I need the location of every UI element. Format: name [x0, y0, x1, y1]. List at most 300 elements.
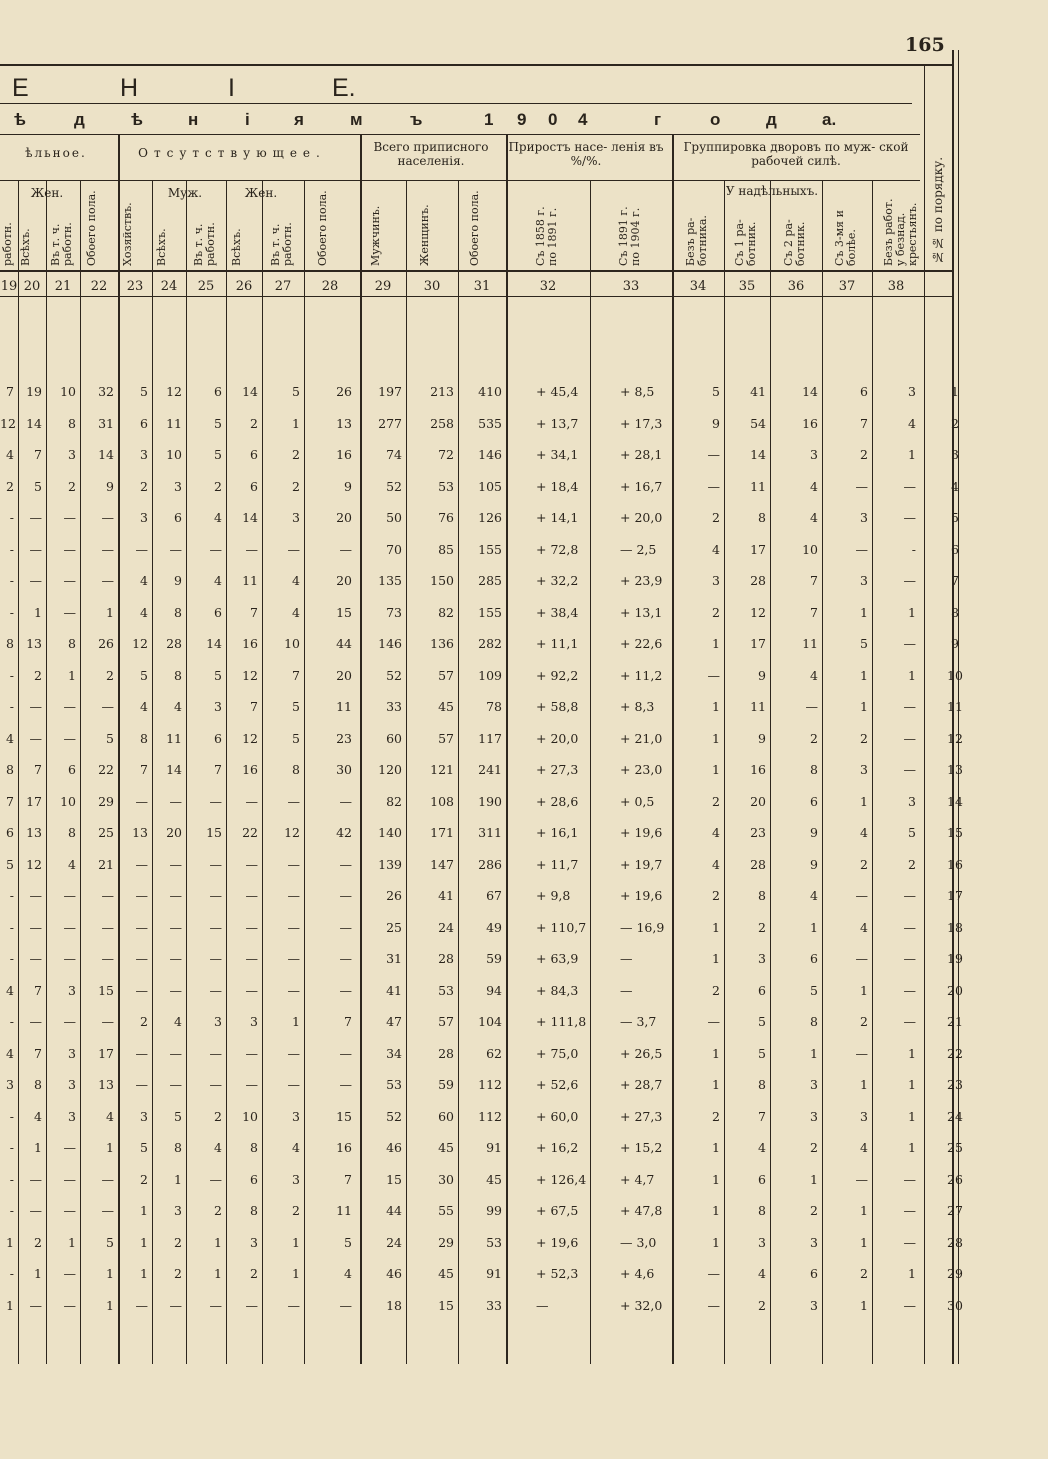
- table-cell: 33: [386, 699, 402, 714]
- table-cell: 47: [386, 1014, 402, 1029]
- table-cell: 10: [242, 1108, 258, 1124]
- table-cell: 146: [378, 636, 402, 651]
- table-cell: 6: [250, 447, 258, 462]
- table-cell: 8: [34, 1077, 42, 1092]
- table-cell: 5: [712, 384, 720, 399]
- table-cell: —: [903, 699, 916, 714]
- table-cell: 31: [98, 415, 114, 431]
- table-cell: 120: [378, 762, 402, 777]
- table-cell: 5: [140, 1140, 148, 1155]
- table-cell: 8: [174, 604, 182, 620]
- table-cell: 2: [712, 1108, 720, 1124]
- table-cell: 1: [712, 699, 720, 714]
- column-number: 38: [887, 279, 905, 294]
- table-cell: —: [707, 478, 720, 494]
- table-cell: 3: [6, 1077, 14, 1092]
- table-cell: 5: [292, 384, 300, 399]
- table-cell: + 92,2: [536, 667, 579, 683]
- row-number: 29: [947, 1266, 963, 1281]
- table-cell: + 16,1: [536, 825, 579, 840]
- table-cell: 12: [132, 636, 148, 651]
- table-cell: 190: [478, 793, 502, 809]
- table-cell: 3: [810, 1077, 818, 1092]
- table-cell: —: [63, 1297, 76, 1313]
- table-cell: 15: [336, 604, 352, 620]
- table-cell: + 22,6: [620, 636, 663, 651]
- table-cell: —: [209, 982, 222, 998]
- table-cell: 26: [98, 636, 114, 651]
- table-cell: 14: [242, 510, 258, 525]
- table-cell: 8: [292, 762, 300, 777]
- table-cell: —: [855, 951, 868, 966]
- table-cell: —: [135, 982, 148, 998]
- table-cell: —: [169, 1045, 182, 1061]
- total-group-header: Всего приписного населенія.: [373, 140, 489, 168]
- table-cell: 3: [810, 447, 818, 462]
- table-cell: —: [135, 919, 148, 935]
- table-cell: —: [63, 699, 76, 714]
- table-cell: 1: [860, 1297, 868, 1313]
- table-cell: —: [339, 541, 352, 557]
- table-cell: 4: [174, 699, 182, 714]
- table-cell: —: [101, 510, 114, 525]
- table-cell: — 2,5: [620, 541, 657, 557]
- table-cell: —: [169, 1077, 182, 1092]
- table-cell: 8: [174, 667, 182, 683]
- table-cell: + 19,7: [620, 856, 663, 872]
- table-cell: 4: [6, 447, 14, 462]
- table-cell: 155: [478, 541, 502, 557]
- row-number: 16: [947, 856, 963, 872]
- table-cell: —: [169, 951, 182, 966]
- table-cell: 6: [6, 825, 14, 840]
- table-cell: —: [101, 951, 114, 966]
- table-cell: —: [135, 541, 148, 557]
- absent-group-header: Отсутствующее.: [138, 146, 326, 160]
- table-cell: 2: [712, 982, 720, 998]
- table-cell: 22: [98, 762, 114, 777]
- table-cell: 2: [860, 856, 868, 872]
- column-header: Обоего пола.: [316, 190, 329, 266]
- table-cell: + 47,8: [620, 1203, 663, 1218]
- table-cell: —: [287, 951, 300, 966]
- table-cell: 7: [214, 762, 222, 777]
- column-header: Всѣхъ.: [19, 228, 32, 266]
- table-cell: + 11,2: [620, 667, 663, 683]
- table-cell: 5: [140, 384, 148, 399]
- table-cell: —: [209, 1171, 222, 1187]
- row-number: 10: [947, 667, 963, 683]
- table-cell: 8: [758, 888, 766, 903]
- table-cell: 16: [750, 762, 766, 777]
- title-letter: Н: [120, 74, 139, 102]
- row-number: 1: [951, 384, 959, 399]
- table-cell: 5: [106, 730, 114, 746]
- table-cell: 6: [214, 384, 222, 399]
- table-cell: —: [707, 447, 720, 462]
- title-letter: Е.: [332, 74, 356, 102]
- table-cell: 1: [810, 919, 818, 935]
- table-cell: 25: [98, 825, 114, 840]
- table-cell: 6: [250, 1171, 258, 1187]
- table-cell: —: [245, 1297, 258, 1313]
- table-cell: 13: [26, 825, 42, 840]
- table-cell: 6: [214, 730, 222, 746]
- table-cell: —: [903, 1203, 916, 1218]
- table-cell: —: [287, 919, 300, 935]
- table-cell: 112: [478, 1077, 502, 1092]
- table-cell: —: [63, 1171, 76, 1187]
- table-cell: 8: [250, 1203, 258, 1218]
- table-cell: 1: [106, 1266, 114, 1281]
- table-cell: —: [101, 1203, 114, 1218]
- column-number: 24: [160, 279, 178, 294]
- table-cell: -: [9, 1171, 14, 1187]
- table-cell: —: [855, 888, 868, 903]
- table-cell: 3: [908, 384, 916, 399]
- table-cell: —: [245, 856, 258, 872]
- table-cell: + 11,7: [536, 856, 579, 872]
- table-cell: 7: [140, 762, 148, 777]
- table-cell: + 18,4: [536, 478, 579, 494]
- table-cell: —: [903, 888, 916, 903]
- rule: [0, 296, 952, 297]
- table-cell: 1: [810, 1045, 818, 1061]
- table-cell: —: [903, 573, 916, 588]
- table-cell: -: [9, 699, 14, 714]
- table-cell: 28: [438, 951, 454, 966]
- row-number: 18: [947, 919, 963, 935]
- row-number: 9: [951, 636, 959, 651]
- table-cell: —: [29, 699, 42, 714]
- table-cell: 1: [292, 415, 300, 431]
- column-number: 19: [0, 279, 18, 294]
- column-number: 36: [787, 279, 805, 294]
- table-cell: 7: [250, 699, 258, 714]
- table-cell: + 38,4: [536, 604, 579, 620]
- table-cell: 3: [292, 1108, 300, 1124]
- table-cell: 25: [386, 919, 402, 935]
- table-cell: 7: [34, 982, 42, 998]
- table-cell: 11: [166, 415, 182, 431]
- rule: [0, 180, 920, 181]
- row-number: 24: [947, 1108, 963, 1124]
- table-cell: 11: [166, 730, 182, 746]
- row-number: 8: [951, 604, 959, 620]
- table-cell: 16: [802, 415, 818, 431]
- table-cell: —: [536, 1297, 549, 1313]
- table-cell: —: [245, 951, 258, 966]
- table-cell: 311: [478, 825, 502, 840]
- table-cell: 4: [758, 1140, 766, 1155]
- table-cell: 1: [106, 604, 114, 620]
- column-header: работн.: [1, 222, 14, 266]
- table-cell: 2: [860, 447, 868, 462]
- table-cell: + 4,7: [620, 1171, 655, 1187]
- table-cell: 1: [140, 1234, 148, 1250]
- table-cell: 52: [386, 478, 402, 494]
- table-cell: —: [855, 1171, 868, 1187]
- page-number: 165: [905, 34, 945, 56]
- table-cell: 2: [140, 1171, 148, 1187]
- title-letter: д: [74, 110, 85, 129]
- table-cell: 16: [242, 636, 258, 651]
- column-header: Всѣхъ.: [155, 228, 168, 266]
- table-cell: —: [339, 1045, 352, 1061]
- table-cell: 1: [860, 667, 868, 683]
- table-cell: 22: [242, 825, 258, 840]
- table-cell: 1: [68, 667, 76, 683]
- table-cell: 2: [758, 919, 766, 935]
- title-letter: г: [654, 110, 662, 129]
- row-number: 22: [947, 1045, 963, 1061]
- table-cell: 23: [750, 825, 766, 840]
- column-header: Съ 1891 г. по 1904 г.: [617, 206, 642, 266]
- table-cell: 33: [486, 1297, 502, 1313]
- table-cell: 3: [214, 1014, 222, 1029]
- table-cell: 17: [750, 636, 766, 651]
- table-cell: 1: [860, 1234, 868, 1250]
- table-cell: + 9,8: [536, 888, 571, 903]
- table-cell: 99: [486, 1203, 502, 1218]
- table-cell: 6: [758, 982, 766, 998]
- table-cell: 4: [860, 1140, 868, 1155]
- table-cell: — 16,9: [620, 919, 665, 935]
- table-cell: + 17,3: [620, 415, 663, 431]
- table-cell: 1: [34, 1140, 42, 1155]
- title-letter: а.: [822, 110, 837, 129]
- table-cell: 1: [810, 1171, 818, 1187]
- table-cell: 15: [206, 825, 222, 840]
- table-cell: 45: [486, 1171, 502, 1187]
- table-cell: 44: [336, 636, 352, 651]
- table-cell: 10: [802, 541, 818, 557]
- rule: [0, 270, 952, 272]
- table-cell: 1: [712, 636, 720, 651]
- women-present-subheader: Жен.: [30, 186, 64, 200]
- table-cell: 14: [206, 636, 222, 651]
- table-cell: —: [169, 888, 182, 903]
- table-cell: 5: [34, 478, 42, 494]
- table-cell: 5: [810, 982, 818, 998]
- table-cell: + 110,7: [536, 919, 587, 935]
- table-cell: 13: [132, 825, 148, 840]
- table-cell: —: [63, 604, 76, 620]
- column-header: Въ т. ч. работн.: [49, 222, 74, 266]
- table-cell: —: [287, 541, 300, 557]
- table-cell: 2: [6, 478, 14, 494]
- table-cell: —: [339, 919, 352, 935]
- table-cell: 32: [98, 384, 114, 399]
- table-cell: —: [29, 510, 42, 525]
- table-cell: 2: [810, 1140, 818, 1155]
- table-cell: 4: [34, 1108, 42, 1124]
- table-cell: 14: [98, 447, 114, 462]
- table-cell: 4: [860, 919, 868, 935]
- table-cell: 1: [140, 1266, 148, 1281]
- table-cell: 53: [386, 1077, 402, 1092]
- men-absent-subheader: Муж.: [167, 186, 203, 200]
- column-number: 21: [54, 279, 72, 294]
- table-cell: + 0,5: [620, 793, 655, 809]
- table-cell: 6: [810, 951, 818, 966]
- table-cell: —: [169, 856, 182, 872]
- table-cell: 108: [430, 793, 454, 809]
- table-cell: 29: [438, 1234, 454, 1250]
- table-cell: 5: [758, 1014, 766, 1029]
- table-cell: —: [209, 951, 222, 966]
- table-cell: 1: [908, 1140, 916, 1155]
- table-cell: —: [63, 1266, 76, 1281]
- table-cell: 55: [438, 1203, 454, 1218]
- table-cell: 14: [802, 384, 818, 399]
- table-cell: 1: [292, 1014, 300, 1029]
- table-cell: —: [101, 699, 114, 714]
- row-number: 7: [951, 573, 959, 588]
- table-cell: —: [63, 888, 76, 903]
- table-cell: 5: [174, 1108, 182, 1124]
- row-number: 5: [951, 510, 959, 525]
- table-cell: 1: [908, 1266, 916, 1281]
- table-cell: 4: [174, 1014, 182, 1029]
- table-cell: —: [63, 510, 76, 525]
- table-cell: —: [169, 982, 182, 998]
- column-header: Съ 1858 г. по 1891 г.: [534, 206, 559, 266]
- row-number: 19: [947, 951, 963, 966]
- table-cell: —: [620, 982, 633, 998]
- table-cell: 7: [6, 793, 14, 809]
- table-cell: 16: [336, 447, 352, 462]
- table-cell: 67: [486, 888, 502, 903]
- table-cell: 42: [336, 825, 352, 840]
- table-cell: 5: [214, 447, 222, 462]
- table-cell: 5: [860, 636, 868, 651]
- table-cell: —: [707, 1266, 720, 1281]
- table-cell: + 4,6: [620, 1266, 655, 1281]
- table-cell: + 32,2: [536, 573, 579, 588]
- table-cell: + 52,3: [536, 1266, 579, 1281]
- row-number: 6: [951, 541, 959, 557]
- table-cell: 171: [430, 825, 454, 840]
- table-cell: —: [29, 730, 42, 746]
- table-cell: 12: [166, 384, 182, 399]
- table-cell: + 21,0: [620, 730, 663, 746]
- table-cell: —: [135, 1297, 148, 1313]
- table-cell: —: [209, 856, 222, 872]
- table-cell: 12: [242, 730, 258, 746]
- table-cell: —: [29, 1014, 42, 1029]
- table-cell: + 63,9: [536, 951, 579, 966]
- table-cell: 4: [860, 825, 868, 840]
- table-cell: —: [805, 699, 818, 714]
- table-cell: + 28,6: [536, 793, 579, 809]
- table-cell: -: [9, 573, 14, 588]
- table-cell: 4: [810, 667, 818, 683]
- table-cell: 1: [860, 1077, 868, 1092]
- table-cell: —: [169, 541, 182, 557]
- table-cell: 7: [344, 1171, 352, 1187]
- column-number: 23: [126, 279, 144, 294]
- table-cell: 45: [438, 1140, 454, 1155]
- table-cell: 13: [336, 415, 352, 431]
- table-cell: —: [63, 541, 76, 557]
- table-cell: 8: [6, 636, 14, 651]
- table-cell: 155: [478, 604, 502, 620]
- table-cell: 78: [486, 699, 502, 714]
- table-cell: 11: [336, 1203, 352, 1218]
- table-cell: —: [101, 919, 114, 935]
- table-cell: 6: [810, 1266, 818, 1281]
- table-cell: 8: [68, 636, 76, 651]
- table-cell: 20: [336, 667, 352, 683]
- table-cell: 4: [140, 699, 148, 714]
- table-cell: —: [339, 1297, 352, 1313]
- table-cell: 2: [860, 1014, 868, 1029]
- column-header: Съ 2 ра- ботник.: [782, 219, 807, 266]
- table-cell: 2: [106, 667, 114, 683]
- table-cell: 9: [810, 856, 818, 872]
- table-cell: + 45,4: [536, 384, 579, 399]
- table-cell: + 11,1: [536, 636, 579, 651]
- table-cell: 49: [486, 919, 502, 935]
- table-cell: 2: [712, 604, 720, 620]
- table-cell: 2: [908, 856, 916, 872]
- table-cell: 45: [438, 1266, 454, 1281]
- table-cell: —: [29, 1297, 42, 1313]
- column-number: 22: [90, 279, 108, 294]
- table-cell: 3: [140, 510, 148, 525]
- table-cell: —: [135, 856, 148, 872]
- table-cell: 7: [34, 1045, 42, 1061]
- title-letter: н: [188, 110, 199, 129]
- table-cell: 7: [6, 384, 14, 399]
- table-cell: 24: [386, 1234, 402, 1250]
- table-cell: 3: [292, 510, 300, 525]
- table-cell: 4: [140, 604, 148, 620]
- table-cell: + 16,7: [620, 478, 663, 494]
- table-cell: -: [9, 667, 14, 683]
- grouping-group-header: Группировка дворовъ по муж- ской рабочей силѣ.: [683, 140, 909, 168]
- table-cell: 2: [214, 1203, 222, 1218]
- table-cell: 1: [6, 1297, 14, 1313]
- table-cell: 1: [908, 1045, 916, 1061]
- table-cell: 7: [758, 1108, 766, 1124]
- table-cell: 2: [810, 730, 818, 746]
- table-cell: 4: [68, 856, 76, 872]
- table-cell: 59: [438, 1077, 454, 1092]
- order-column-header: №№ по порядку.: [931, 156, 945, 264]
- table-cell: 4: [214, 1140, 222, 1155]
- table-cell: 3: [758, 951, 766, 966]
- table-cell: 6: [174, 510, 182, 525]
- table-cell: 57: [438, 730, 454, 746]
- table-cell: 41: [386, 982, 402, 998]
- table-cell: 3: [140, 447, 148, 462]
- table-cell: 46: [386, 1140, 402, 1155]
- table-cell: 3: [712, 573, 720, 588]
- table-cell: 6: [758, 1171, 766, 1187]
- table-cell: 16: [242, 762, 258, 777]
- table-cell: 2: [140, 478, 148, 494]
- table-cell: 23: [336, 730, 352, 746]
- table-cell: —: [209, 1077, 222, 1092]
- table-cell: 18: [386, 1297, 402, 1313]
- table-cell: 3: [860, 762, 868, 777]
- table-cell: —: [287, 1045, 300, 1061]
- table-cell: 7: [810, 604, 818, 620]
- table-cell: + 19,6: [620, 888, 663, 903]
- table-cell: 3: [810, 1234, 818, 1250]
